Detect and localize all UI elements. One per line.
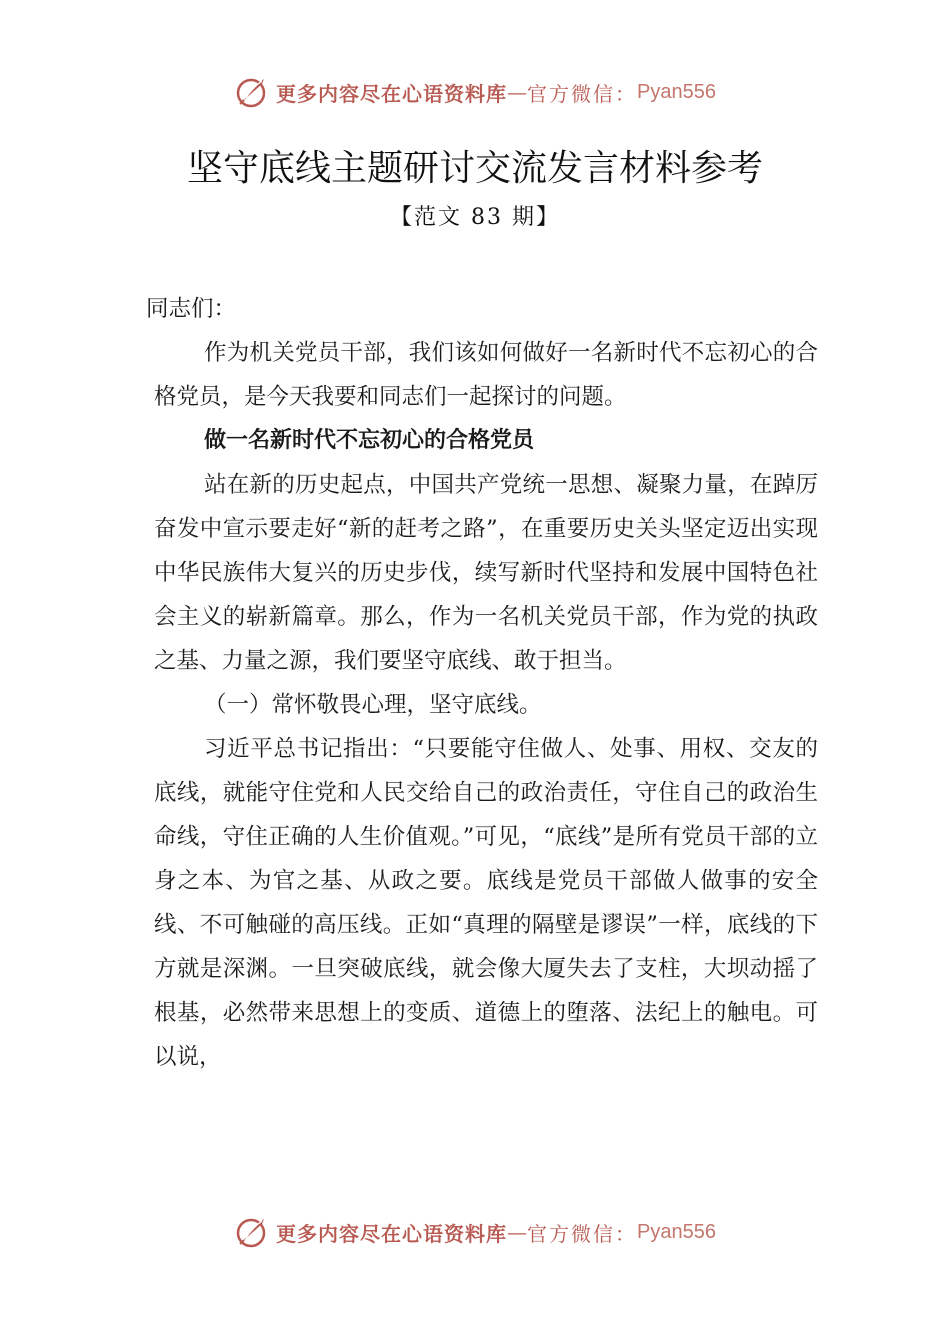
section-heading: 做一名新时代不忘初心的合格党员 [204, 428, 535, 453]
document-subtitle: 【范文 83 期】 [390, 205, 560, 230]
watermark-banner-bottom [0, 1210, 950, 1254]
subsection-heading: （一）常怀敬畏心理，坚守底线。 [204, 692, 542, 718]
watermark-banner-top [0, 70, 950, 114]
paragraph-1: 站在新的历史起点，中国共产党统一思想、凝聚力量，在踔厉奋发中宣示要走好“新的赶考之路”，在重要历史关头坚定迈出实现中华民族伟大复兴的历史步伐，续写新时代坚持和发展中国特色社会主义的崭新篇章。那么，作为一名机关党员干部，作为党的执政之基、力量之源，我们要坚守底线、敢于担当。 [154, 472, 818, 674]
watermark-wechat-id: Pyan556 [637, 1220, 716, 1243]
watermark-brand-text: 更多内容尽在心语资料库 [276, 1221, 508, 1246]
watermark-wechat-id: Pyan556 [637, 80, 716, 103]
watermark-contact-label: 官方微信： [527, 81, 638, 106]
watermark-separator: — [507, 80, 528, 104]
quill-logo-icon [234, 74, 270, 110]
document-title: 坚守底线主题研讨交流发言材料参考 [186, 148, 763, 189]
paragraph-intro: 作为机关党员干部，我们该如何做好一名新时代不忘初心的合格党员，是今天我要和同志们一起探讨的问题。 [154, 340, 818, 410]
watermark-contact-label: 官方微信： [527, 1221, 638, 1246]
quill-logo-icon [234, 1214, 270, 1250]
watermark-brand-text: 更多内容尽在心语资料库 [276, 81, 508, 106]
paragraph-2: 习近平总书记指出：“只要能守住做人、处事、用权、交友的底线，就能守住党和人民交给自己的政治责任，守住自己的政治生命线，守住正确的人生价值观。”可见，“底线”是所有党员干部的立身之本、为官之基、从政之要。底线是党员干部做人做事的安全线、不可触碰的高压线。正如“真理的隔壁是谬误”一样，底线的下方就是深渊。一旦突破底线，就会像大厦失去了支柱，大坝动摇了根基，必然带来思想上的变质、道德上的堕落、法纪上的触电。可以说， [154, 736, 818, 1070]
salutation: 同志们： [146, 296, 237, 322]
watermark-separator: — [507, 1220, 528, 1244]
document-body [146, 287, 818, 1079]
